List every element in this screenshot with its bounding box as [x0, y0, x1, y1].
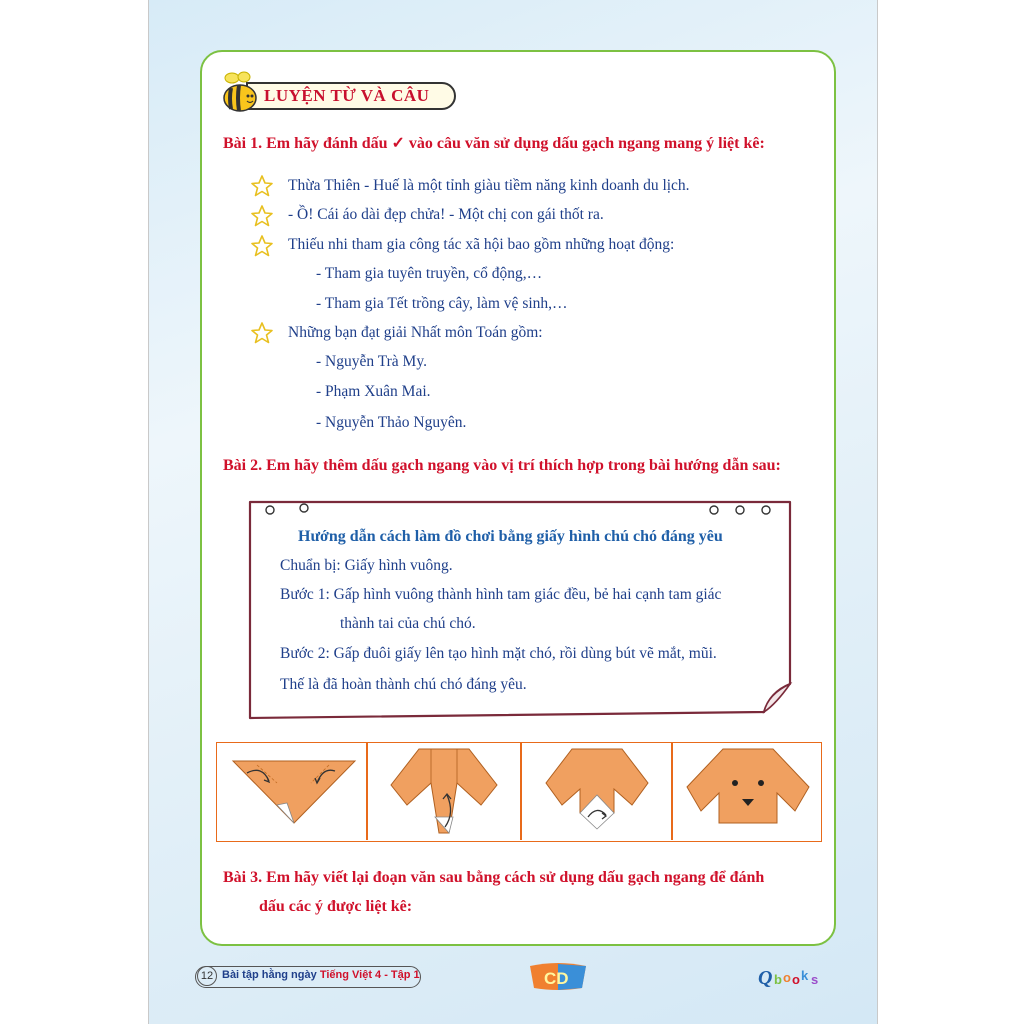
divider — [366, 743, 368, 840]
section-header — [218, 70, 458, 114]
svg-text:b: b — [774, 972, 782, 987]
origami-steps — [216, 742, 822, 842]
svg-text:o: o — [792, 972, 800, 987]
guide-line-1: Chuẩn bị: Giấy hình vuông. — [280, 557, 453, 574]
exercise1-option-2: - Ồ! Cái áo dài đẹp chửa! - Một chị con gái thốt ra. — [288, 206, 604, 223]
logo-cd-text: CD — [544, 969, 569, 988]
star-checkbox-2[interactable] — [250, 204, 274, 228]
guide-line-3: thành tai của chú chó. — [340, 615, 476, 632]
star-checkbox-3[interactable] — [250, 234, 274, 258]
footer-book-name: Tiếng Việt 4 - Tập 1 — [319, 969, 420, 981]
footer-book-title — [222, 969, 420, 981]
qbooks-logo — [756, 962, 828, 992]
exercise1-option-4-sub-3: - Nguyễn Thảo Nguyên. — [316, 414, 467, 431]
exercise1-option-3-sub-2: - Tham gia Tết trồng cây, làm vệ sinh,… — [316, 295, 568, 312]
exercise3-question-line1: Bài 3. Em hãy viết lại đoạn văn sau bằng cách sử dụng dấu gạch ngang để đánh — [223, 869, 765, 886]
svg-text:o: o — [783, 970, 791, 985]
origami-step-3 — [522, 743, 672, 840]
exercise1-option-3: Thiếu nhi tham gia công tác xã hội bao gồm những hoạt động: — [288, 236, 675, 253]
origami-step-1 — [217, 743, 367, 840]
guide-title: Hướng dẫn cách làm đồ chơi bằng giấy hình chú chó đáng yêu — [298, 528, 723, 545]
exercise1-option-4-sub-2: - Phạm Xuân Mai. — [316, 383, 431, 400]
star-checkbox-4[interactable] — [250, 321, 274, 345]
svg-text:s: s — [811, 972, 819, 987]
publisher-logo-cd — [528, 962, 588, 992]
origami-step-2 — [369, 743, 519, 840]
guide-line-4: Bước 2: Gấp đuôi giấy lên tạo hình mặt chó, rồi dùng bút vẽ mắt, mũi. — [280, 645, 717, 662]
exercise1-option-4-sub-1: - Nguyễn Trà My. — [316, 353, 427, 370]
star-checkbox-1[interactable] — [250, 174, 274, 198]
exercise3-question-line2: dấu các ý được liệt kê: — [259, 898, 413, 915]
exercise2-question: Bài 2. Em hãy thêm dấu gạch ngang vào vị trí thích hợp trong bài hướng dẫn sau: — [223, 457, 781, 474]
guide-line-5: Thế là đã hoàn thành chú chó đáng yêu. — [280, 676, 527, 693]
section-title: LUYỆN TỪ VÀ CÂU — [264, 86, 430, 105]
guide-line-2: Bước 1: Gấp hình vuông thành hình tam giác đều, bẻ hai cạnh tam giác — [280, 586, 722, 603]
svg-text:k: k — [801, 968, 809, 983]
exercise1-option-3-sub-1: - Tham gia tuyên truyền, cổ động,… — [316, 265, 543, 282]
exercise1-option-1: Thừa Thiên - Huế là một tỉnh giàu tiềm năng kinh doanh du lịch. — [288, 177, 690, 194]
svg-text:Q: Q — [758, 967, 773, 989]
exercise1-question: Bài 1. Em hãy đánh dấu ✓ vào câu văn sử dụng dấu gạch ngang mang ý liệt kê: — [223, 135, 765, 152]
footer-book-prefix: Bài tập hằng ngày — [222, 969, 317, 981]
exercise1-option-4: Những bạn đạt giải Nhất môn Toán gồm: — [288, 324, 543, 341]
page-number: 12 — [197, 966, 217, 986]
origami-step-4 — [673, 743, 823, 840]
bee-icon — [218, 70, 266, 114]
